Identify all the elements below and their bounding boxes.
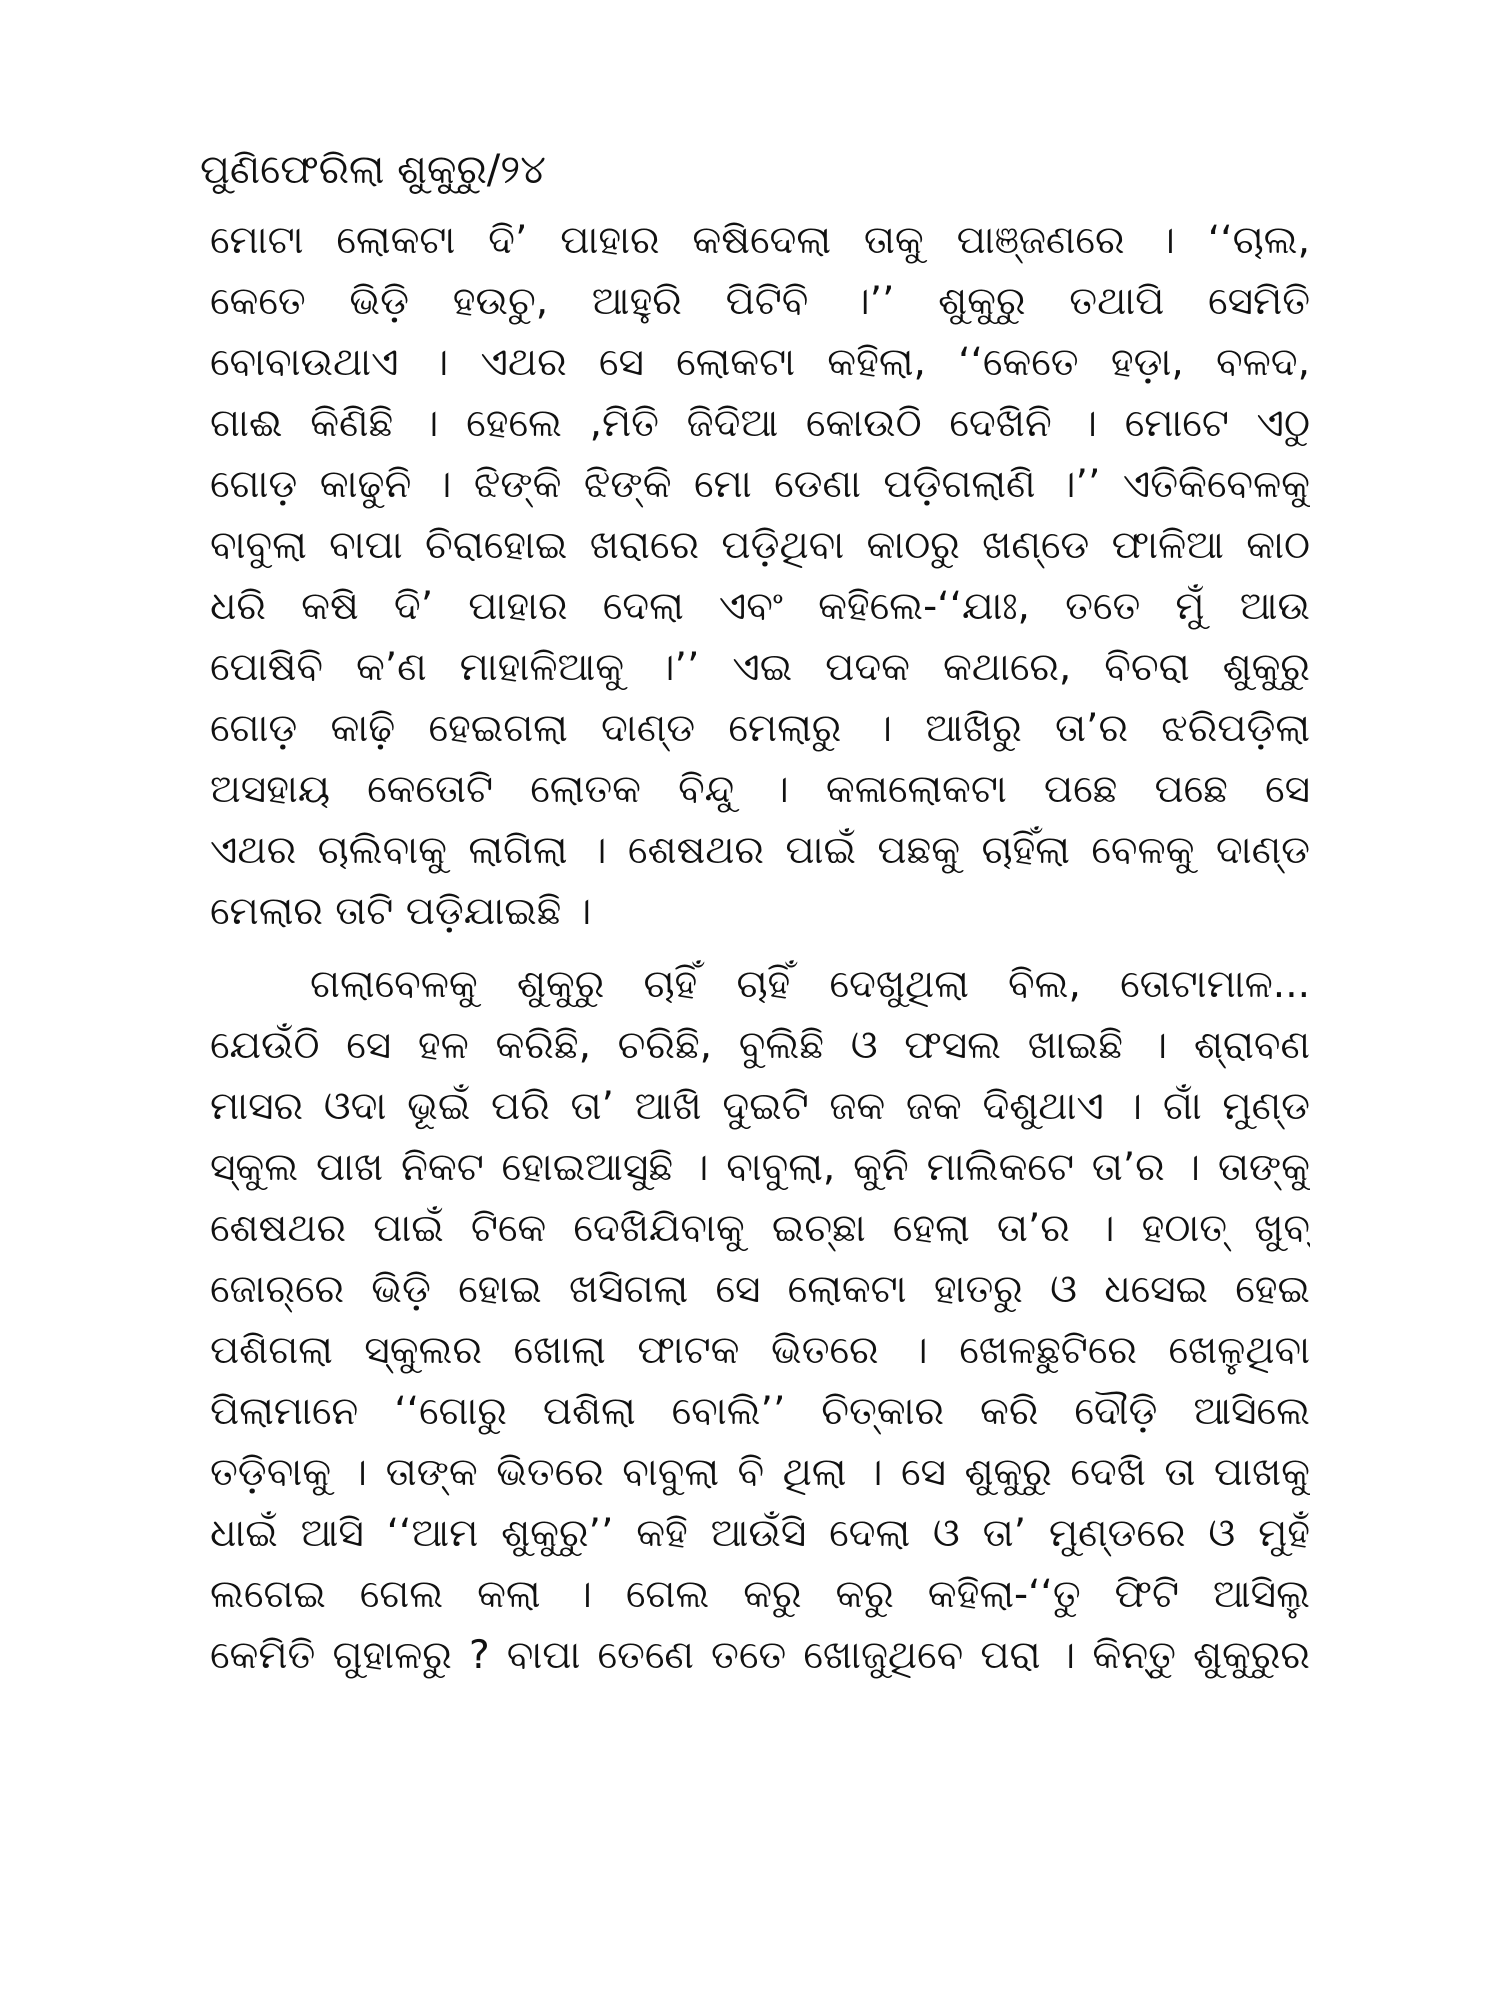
text-line: ଗୋଡ଼ କାଢୁନି । ଝିଙ୍କି ଝିଙ୍କି ମୋ ଡେଣା ପଡ଼ିଗଲାଣି ।’’ ଏତିକିବେଳକୁ [210,462,1310,507]
text-line: ଗାଈ କିଣିଛି । ହେଲେ ,ମିତି ଜିଦିଆ କୋଉଠି ଦେଖିନି । ମୋଟେ ଏଠୁ [210,401,1310,446]
page-header: ପୁଣିଫେରିଲା ଶୁକୁରୁ/୨୪ [200,147,546,193]
text-line: କେତେ ଭିଡ଼ି ହଉଚୁ, ଆହୁରି ପିଟିବି ।’’ ଶୁକୁରୁ ତଥାପି ସେମିତି [210,279,1310,324]
text-line: ଧାଇଁ ଆସି ‘‘ଆମ ଶୁକୁରୁ’’ କହି ଆଉଁସି ଦେଲା ଓ ତା’ ମୁଣ୍ଡରେ ଓ ମୁହଁ [210,1511,1310,1556]
text-line: ବୋବାଉଥାଏ । ଏଥର ସେ ଲୋକଟା କହିଲା, ‘‘କେତେ ହଡ଼ା, ବଳଦ, [210,340,1310,385]
text-line: ଗୋଡ଼ କାଢ଼ି ହେଇଗଲା ଦାଣ୍ଡ ମେଲାରୁ । ଆଖିରୁ ତା’ର ଝରିପଡ଼ିଲା [210,706,1310,751]
text-line: ଧରି କଷି ଦି’ ପାହାର ଦେଲା ଏବଂ କହିଲେ-‘‘ଯାଃ, ତତେ ମୁଁ ଆଉ [210,584,1310,629]
body-text [210,210,1310,1686]
text-line: ପଶିଗଲା ସ୍କୁଲର ଖୋଲା ଫାଟକ ଭିତରେ । ଖେଳଛୁଟିରେ ଖେଳୁଥିବା [210,1328,1310,1373]
text-line: ମେଲାର ତାଟି ପଡ଼ିଯାଇଛି । [210,889,592,934]
text-line: ଲଗେଇ ଗେଲ କଲା । ଗେଲ କରୁ କରୁ କହିଲା-‘‘ତୁ ଫିଟି ଆସିଲୁ [210,1572,1310,1617]
text-line: ମାସର ଓଦା ଭୂଇଁ ପରି ତା’ ଆଖି ଦୁଇଟି ଜକ ଜକ ଦିଶୁଥାଏ । ଗାଁ ମୁଣ୍ଡ [210,1084,1310,1129]
text-line: ତଡ଼ିବାକୁ । ତାଙ୍କ ଭିତରେ ବାବୁଲା ବି ଥିଲା । ସେ ଶୁକୁରୁ ଦେଖି ତା ପାଖକୁ [210,1450,1310,1495]
paragraph-1 [210,210,1310,942]
text-line: ଗଲାବେଳକୁ ଶୁକୁରୁ ଚାହିଁ ଚାହିଁ ଦେଖୁଥିଲା ବିଲ, ତୋଟାମାଳ... [310,962,1310,1007]
text-line: ପିଲାମାନେ ‘‘ଗୋରୁ ପଶିଲା ବୋଲି’’ ଚିତ୍କାର କରି ଦୌଡ଼ି ଆସିଲେ [210,1389,1310,1434]
text-line: ଜୋର୍‌ରେ ଭିଡ଼ି ହୋଇ ଖସିଗଲା ସେ ଲୋକଟା ହାତରୁ ଓ ଧସେଇ ହେଇ [210,1267,1310,1312]
text-line: ଶେଷଥର ପାଇଁ ଟିକେ ଦେଖିଯିବାକୁ ଇଚ୍ଛା ହେଲା ତା’ର । ହଠାତ୍ ଖୁବ୍ [210,1206,1310,1251]
text-line: ଏଥର ଚାଲିବାକୁ ଲାଗିଲା । ଶେଷଥର ପାଇଁ ପଛକୁ ଚାହିଁଲା ବେଳକୁ ଦାଣ୍ଡ [210,828,1310,873]
text-line: ମୋଟା ଲୋକଟା ଦି’ ପାହାର କଷିଦେଲା ତାକୁ ପାଞ୍ଜଣରେ । ‘‘ଚାଲ, [210,218,1310,263]
paragraph-2 [210,954,1310,1686]
text-line: ଅସହାୟ କେତୋଟି ଲୋତକ ବିନ୍ଦୁ । କଳାଲୋକଟା ପଛେ ପଛେ ସେ [210,767,1310,812]
text-line: କେମିତି ଗୁହାଳରୁ ? ବାପା ତେଣେ ତତେ ଖୋଜୁଥିବେ ପରା । କିନ୍ତୁ ଶୁକୁରୁର [210,1633,1310,1678]
text-line: ବାବୁଲା ବାପା ଚିରାହୋଇ ଖରାରେ ପଡ଼ିଥିବା କାଠରୁ ଖଣ୍ଡେ ଫାଳିଆ କାଠ [210,523,1310,568]
text-line: ପୋଷିବି କ’ଣ ମାହାଳିଆକୁ ।’’ ଏଇ ପଦକ କଥାରେ, ବିଚରା ଶୁକୁରୁ [210,645,1310,690]
text-line: ଯେଉଁଠି ସେ ହଳ କରିଛି, ଚରିଛି, ବୁଲିଛି ଓ ଫସଲ ଖାଇଛି । ଶ୍ରାବଣ [210,1023,1310,1068]
paragraph-gap [210,942,1310,954]
text-line: ସ୍କୁଲ ପାଖ ନିକଟ ହୋଇଆସୁଛି । ବାବୁଲା, କୁନି ମାଲିକଟେ ତା’ର । ତାଙ୍କୁ [210,1145,1310,1190]
